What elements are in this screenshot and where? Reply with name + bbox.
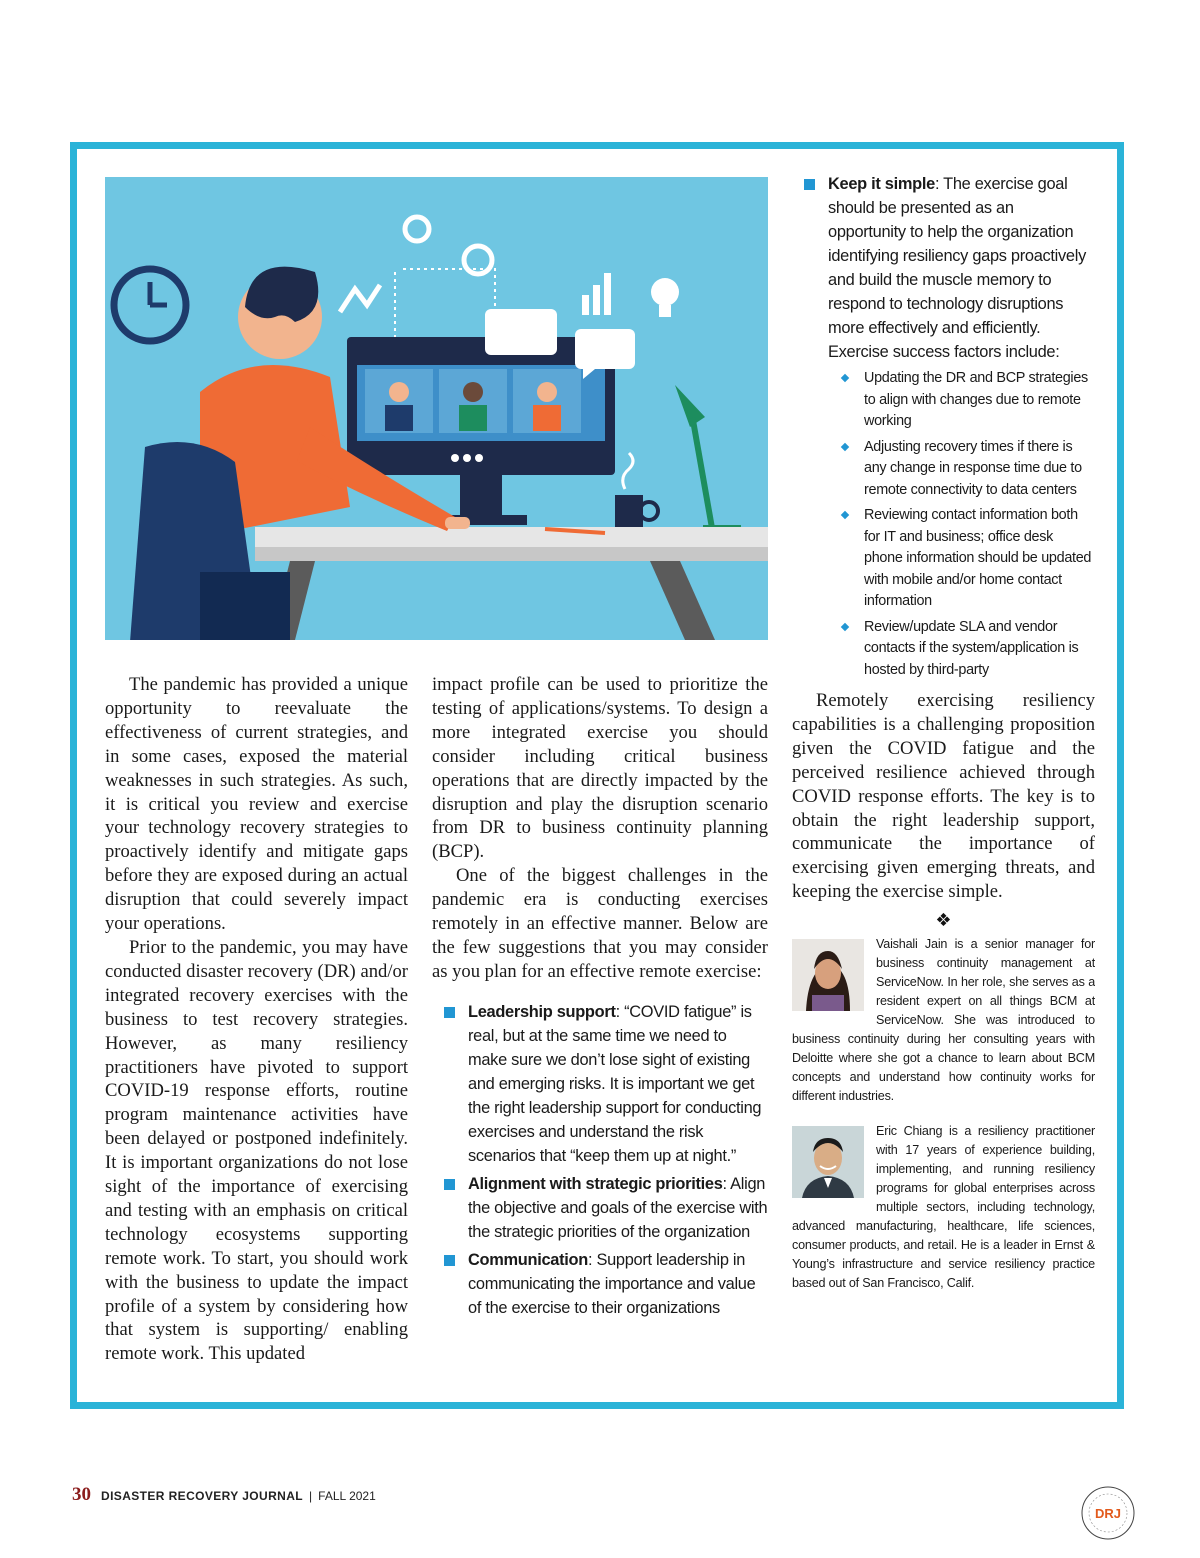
square-bullet-icon (804, 179, 815, 190)
bullet-text: : “COVID fatigue” is real, but at the same time we need to make sure we don’t lose sight of existing and emerging risks. It is important we get the right leadership support for conducting exercises and understand the risk scenarios that “keep them up at night.” (468, 1002, 762, 1165)
footer-separator: | (309, 1489, 313, 1503)
bullet-text: : Support leadership in communicating the importance and value of the exercise to their organizations (468, 1250, 756, 1317)
diamond-bullet-icon (841, 374, 849, 382)
video-conference-illustration (105, 177, 768, 640)
success-factors-list (828, 368, 1095, 681)
square-bullet-icon (444, 1179, 455, 1190)
closing-paragraph: Remotely exercising resiliency capabilities is a challenging proposition given the COVID fatigue and the perceived resilience achieved through COVID response efforts. The key is to obtain the right leadership support, communicate the importance of exercising given emerging threats, and keeping the exercise simple. (792, 690, 1095, 903)
body-paragraph: impact profile can be used to prioritize the testing of applications/systems. To design a more integrated exercise you should consider including critical business operations that are directly impacted by the disruption and play the disruption scenario from DR to business continuity planning (BCP). (432, 674, 768, 863)
bio-text: Eric Chiang is a resiliency practitioner with 17 years of experience building, implementing, and running resiliency programs for global enterprises across multiple sectors, including technology, advanced manufacturing, healthcare, life sciences, consumer products, and retail. He is a leader in Ernst & Young’s infrastructure and service resiliency practice based out of San Francisco, Calif. (792, 1124, 1095, 1291)
author-bio (792, 935, 1095, 1106)
suggestion-list (432, 1000, 768, 1320)
bullet-text: : The exercise goal should be presented as an opportunity to help the organization identifying resiliency gaps proactively and build the muscle memory to respond to technology disruptions more effectively and efficiently. Exercise success factors include: (828, 175, 1086, 361)
keep-simple-list (792, 172, 1095, 681)
author-photo (792, 939, 864, 1011)
square-bullet-icon (444, 1255, 455, 1266)
bio-text: Vaishali Jain is a senior manager for business continuity management at ServiceNow. In her role, she serves as a resident expert on all things BCM at ServiceNow. She was introduced to business continuity during her consulting years with Deloitte where she got a chance to learn about BCM concepts and understand how continuity works for different industries. (792, 937, 1095, 1104)
diamond-bullet-icon (841, 442, 849, 450)
article-column-2 (432, 673, 768, 1324)
bullet-title: Keep it simple (828, 175, 935, 193)
bullet-title: Leadership support (468, 1002, 616, 1021)
body-paragraph: The pandemic has provided a unique opportunity to reevaluate the effectiveness of current strategies, and in some cases, exposed the material weaknesses in such strategies. As such, it is critical you review and exercise your technology recovery strategies to proactively identify and mitigate gaps before they are exposed during an actual disruption that could severely impact your operations. (105, 674, 408, 935)
logo-text: DRJ (1094, 1506, 1122, 1521)
section-ornament-icon: ❖ (935, 910, 952, 932)
author-photo (792, 1126, 864, 1198)
list-item (792, 172, 1095, 681)
article-column-3 (792, 172, 1095, 1293)
bullet-title: Communication (468, 1250, 588, 1269)
list-item (432, 1000, 768, 1168)
list-item (432, 1172, 768, 1244)
body-paragraph: Prior to the pandemic, you may have conducted disaster recovery (DR) and/or integrated recovery exercises with the business to test recovery strategies. However, as many resiliency practitioners have pivoted to support COVID-19 response efforts, routine program maintenance activities have been delayed or postponed indefinitely. It is important organizations do not lose sight of the importance of exercising and testing with an emphasis on critical technology ecosystems supporting remote work. To start, you should work with the business to update the impact profile of a system by considering how that system is supporting/ enabling remote work. This updated (105, 936, 408, 1365)
square-bullet-icon (444, 1007, 455, 1018)
sub-list-item: Review/update SLA and vendor contacts if the system/application is hosted by third-party (828, 617, 1095, 682)
publication-name: DISASTER RECOVERY JOURNAL (101, 1489, 304, 1503)
page-number: 30 (72, 1484, 91, 1505)
sub-list-item: Reviewing contact information both for IT and business; office desk phone information should be updated with mobile and/or home contact information (828, 505, 1095, 613)
author-bio (792, 1122, 1095, 1293)
sub-list-item: Adjusting recovery times if there is any change in response time due to remote connectivity to data centers (828, 437, 1095, 502)
body-paragraph: One of the biggest challenges in the pandemic era is conducting exercises remotely in an effective manner. Below are the few suggestions that you may consider as you plan for an effective remote exercise: (432, 865, 768, 982)
sub-list-item: Updating the DR and BCP strategies to align with changes due to remote working (828, 368, 1095, 433)
issue-label: FALL 2021 (318, 1489, 376, 1503)
bullet-title: Alignment with strategic priorities (468, 1174, 723, 1193)
article-column-1 (105, 673, 408, 1366)
list-item (432, 1248, 768, 1320)
diamond-bullet-icon (841, 511, 849, 519)
page-footer (72, 1484, 376, 1506)
drj-logo (1080, 1485, 1136, 1541)
bullet-text: : Align the objective and goals of the exercise with the strategic priorities of the organization (468, 1174, 768, 1241)
diamond-bullet-icon (841, 622, 849, 630)
